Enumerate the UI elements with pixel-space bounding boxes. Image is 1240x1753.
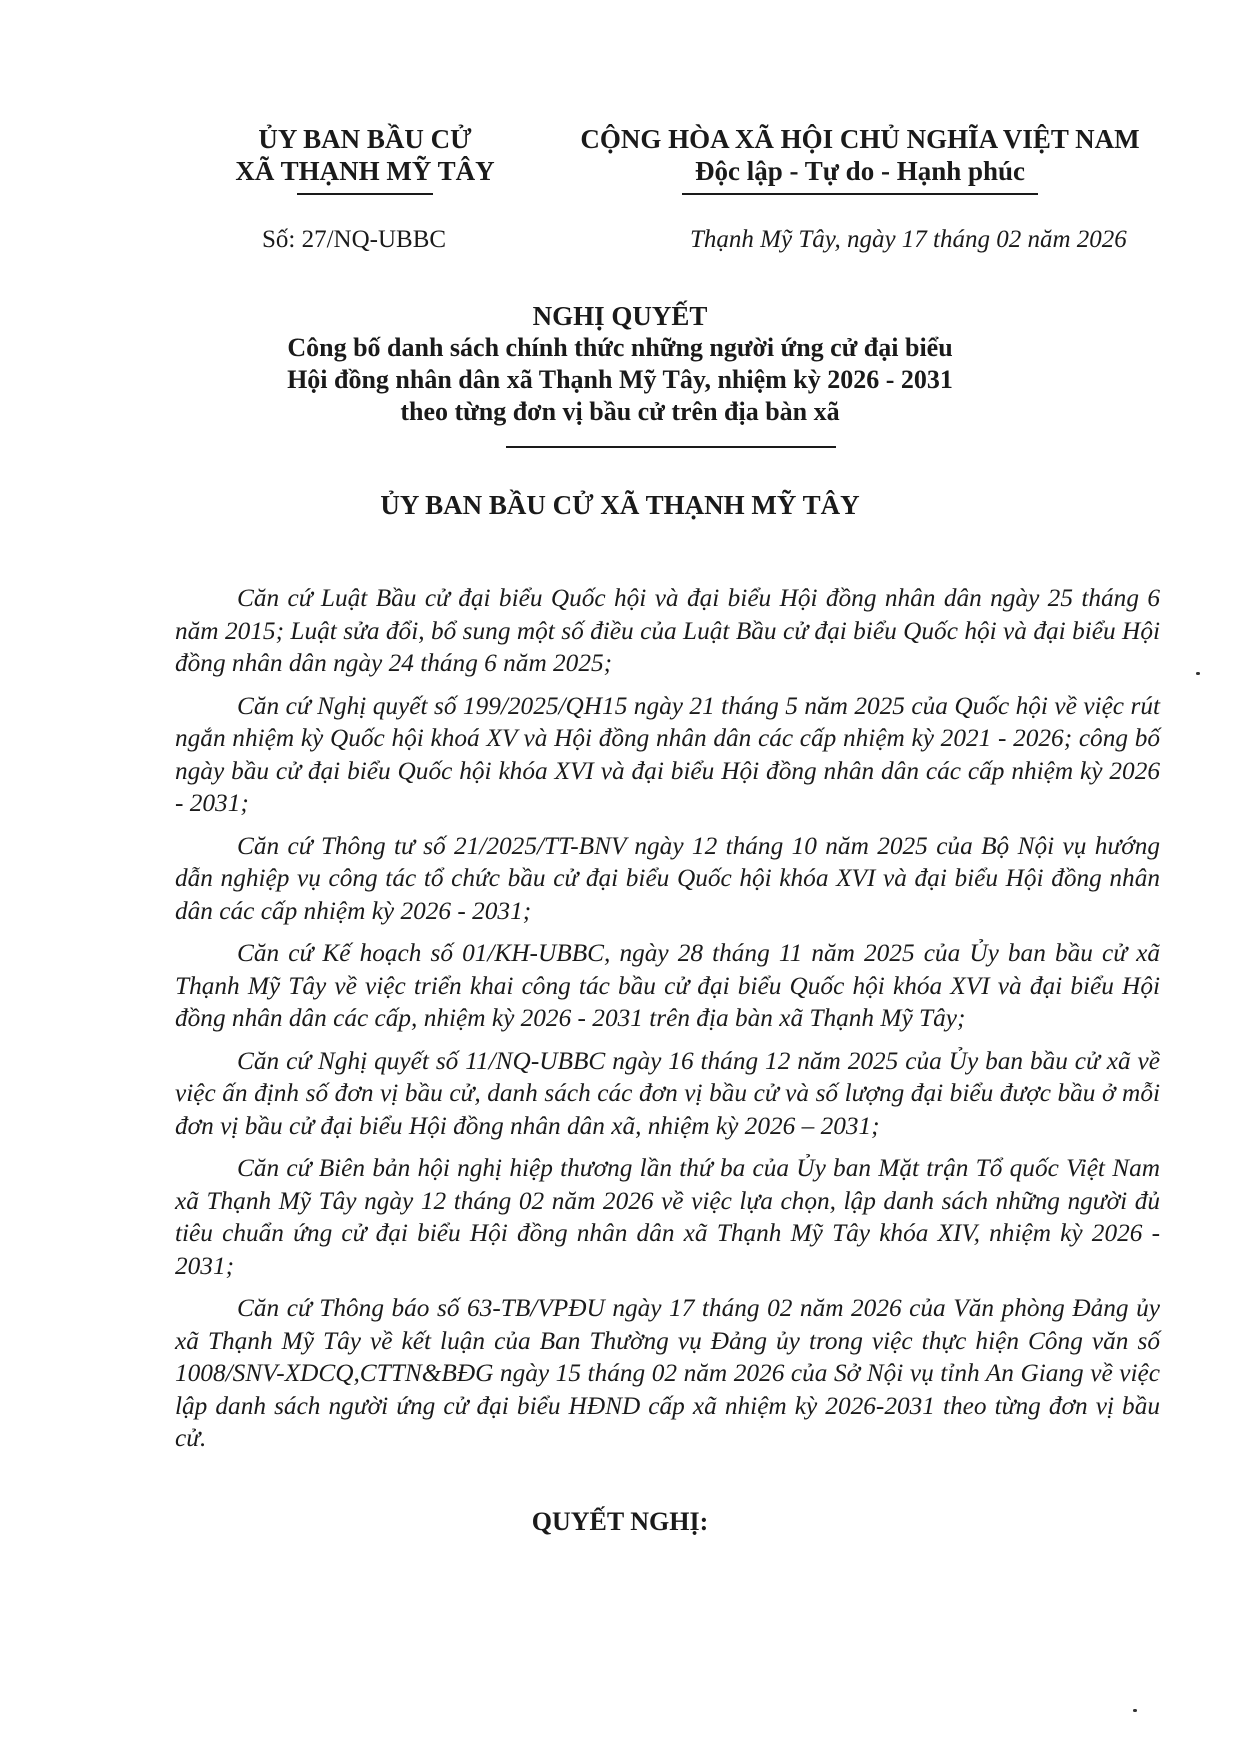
place-date: Thạnh Mỹ Tây, ngày 17 tháng 02 năm 2026 (690, 226, 1127, 253)
issuer-underline (297, 193, 433, 195)
ground-paragraph: Căn cứ Nghị quyết số 199/2025/QH15 ngày 21 tháng 5 năm 2025 của Quốc hội về việc rút ngắn nhiệm kỳ Quốc hội khoá XV và Hội đồng nhân dân các cấp nhiệm kỳ 2021 - 2026; công bố ngày bầu cử đại biểu Quốc hội khóa XVI và đại biểu Hội đồng nhân dân các cấp nhiệm kỳ 2026 - 2031; (175, 691, 1160, 817)
title-underline (506, 446, 836, 448)
national-title: CỘNG HÒA XÃ HỘI CHỦ NGHĨA VIỆT NAM (580, 124, 1140, 154)
title-line-1: Công bố danh sách chính thức những người ứng cử đại biểu (287, 333, 953, 362)
ground-paragraph: Căn cứ Thông báo số 63-TB/VPĐU ngày 17 tháng 02 năm 2026 của Văn phòng Đảng ủy xã Thạnh Mỹ Tây về kết luận của Ban Thường vụ Đảng ủy trong việc thực hiện Công văn số 1008/SNV-XDCQ,CTTN&BĐG ngày 15 tháng 02 năm 2026 của Sở Nội vụ tỉnh An Giang về việc lập danh sách người ứng cử đại biểu HĐND cấp xã nhiệm kỳ 2026-2031 theo từng đơn vị bầu cử. (175, 1294, 1160, 1452)
national-motto: Độc lập - Tự do - Hạnh phúc (694, 156, 1026, 186)
motto-underline (682, 193, 1038, 195)
document-number: Số: 27/NQ-UBBC (262, 226, 447, 253)
issuer-line-1: ỦY BAN BẦU CỬ (258, 124, 472, 154)
legal-grounds (175, 582, 1160, 1465)
ground-paragraph: Căn cứ Biên bản hội nghị hiệp thương lần thứ ba của Ủy ban Mặt trận Tổ quốc Việt Nam xã Thạnh Mỹ Tây ngày 12 tháng 02 năm 2026 về việc lựa chọn, lập danh sách những người đủ tiêu chuẩn ứng cử đại biểu Hội đồng nhân dân xã Thạnh Mỹ Tây khóa XIV, nhiệm kỳ 2026 - 2031; (175, 1154, 1160, 1280)
title-line-3: theo từng đơn vị bầu cử trên địa bàn xã (400, 397, 840, 426)
issuer-block (215, 123, 515, 187)
document-title-block (140, 300, 1100, 428)
scan-speck (1133, 1709, 1137, 1712)
decision-heading: QUYẾT NGHỊ: (531, 1507, 709, 1536)
national-title-block (560, 123, 1160, 187)
scan-speck (1196, 672, 1200, 675)
issuer-line-2: XÃ THẠNH MỸ TÂY (235, 156, 495, 186)
ground-paragraph: Căn cứ Luật Bầu cử đại biểu Quốc hội và đại biểu Hội đồng nhân dân ngày 25 tháng 6 năm 2015; Luật sửa đổi, bổ sung một số điều của Luật Bầu cử đại biểu Quốc hội và đại biểu Hội đồng nhân dân ngày 24 tháng 6 năm 2025; (175, 584, 1160, 677)
title-line-2: Hội đồng nhân dân xã Thạnh Mỹ Tây, nhiệm kỳ 2026 - 2031 (287, 365, 953, 394)
ground-paragraph: Căn cứ Kế hoạch số 01/KH-UBBC, ngày 28 tháng 11 năm 2025 của Ủy ban bầu cử xã Thạnh Mỹ Tây về việc triển khai công tác bầu cử đại biểu Quốc hội khóa XVI và đại biểu Hội đồng nhân dân các cấp, nhiệm kỳ 2026 - 2031 trên địa bàn xã Thạnh Mỹ Tây; (175, 939, 1160, 1032)
issuer-heading: ỦY BAN BẦU CỬ XÃ THẠNH MỸ TÂY (380, 490, 860, 520)
ground-paragraph: Căn cứ Nghị quyết số 11/NQ-UBBC ngày 16 tháng 12 năm 2025 của Ủy ban bầu cử xã về việc ấn định số đơn vị bầu cử, danh sách các đơn vị bầu cử và số lượng đại biểu được bầu ở mỗi đơn vị bầu cử đại biểu Hội đồng nhân dân xã, nhiệm kỳ 2026 – 2031; (175, 1046, 1160, 1140)
ground-paragraph: Căn cứ Thông tư số 21/2025/TT-BNV ngày 12 tháng 10 năm 2025 của Bộ Nội vụ hướng dẫn nghiệp vụ công tác tổ chức bầu cử đại biểu Quốc hội khóa XVI và đại biểu Hội đồng nhân dân các cấp nhiệm kỳ 2026 - 2031; (175, 831, 1160, 925)
document-type: NGHỊ QUYẾT (532, 301, 708, 331)
